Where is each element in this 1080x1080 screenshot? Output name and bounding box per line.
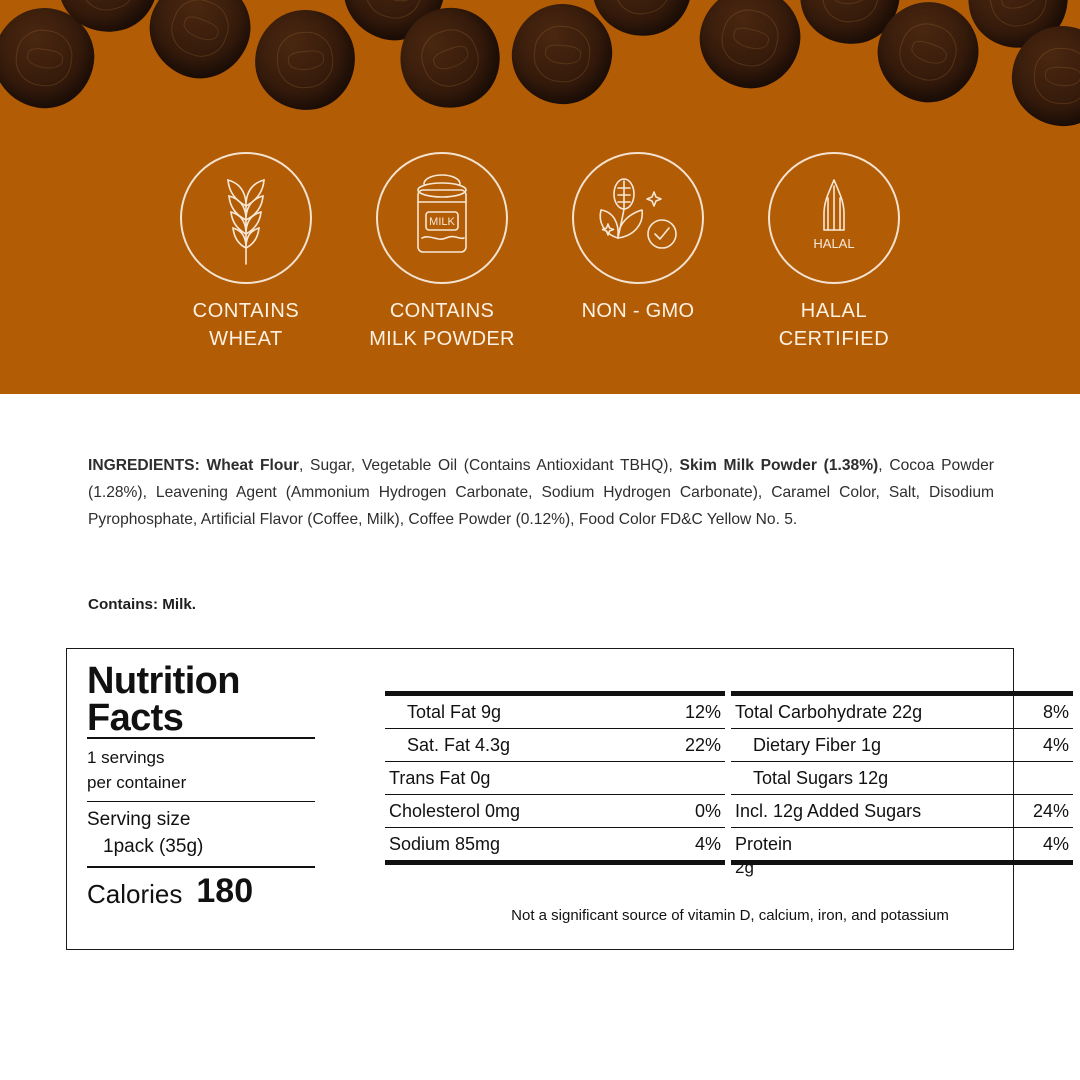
calories-row — [87, 868, 315, 910]
nutrient-row-total-fat — [385, 696, 725, 729]
nutrient-name: Total Sugars 12g — [753, 768, 889, 788]
badge-ring — [768, 152, 900, 284]
nutrient-name: Total Fat 9g — [407, 702, 502, 722]
nutrient-name: Protein — [735, 834, 793, 854]
cookie-icon — [689, 0, 810, 99]
protein-amount: 2g — [735, 858, 754, 877]
servings-per-container — [87, 739, 315, 795]
certification-badges — [0, 152, 1080, 353]
servings-count: 1 servings — [87, 747, 165, 767]
badge-contains-wheat — [148, 152, 344, 353]
servings-per-container-label: per container — [87, 772, 187, 792]
badge-contains-milk-powder — [344, 152, 540, 353]
badge-caption-line1: CONTAINS — [192, 300, 300, 322]
badge-caption-line2: WHEAT — [209, 327, 283, 350]
nutrient-row-protein — [731, 828, 1073, 860]
wheat-icon — [205, 170, 287, 266]
nutrient-dv: 0% — [694, 801, 721, 821]
nutrient-dv: 8% — [1042, 702, 1069, 722]
divider — [385, 860, 725, 865]
nutrient-row-added-sugars — [731, 795, 1073, 828]
serving-size-label: Serving size — [87, 808, 191, 830]
nutrient-row-cholesterol — [385, 795, 725, 828]
badge-caption — [582, 298, 695, 326]
ingredients-body-2: , Cocoa Powder (1.28%), Leavening Agent (Ammonium Hydrogen Carbonate, Sodium Hydrogen Carbonate), Caramel Color, Salt, Disodium Pyrophosphate, Artificial Flavor (Coffee, Milk), Coffee Powder (0.12%), Food Color FD&C Yellow No. 5. — [88, 457, 995, 528]
nutrient-name: Cholesterol 0mg — [389, 801, 521, 821]
cookie-icon — [251, 6, 359, 114]
ingredient-bold-skim-milk-powder: Skim Milk Powder (1.38%) — [679, 457, 879, 474]
nutrient-dv: 22% — [684, 735, 721, 755]
calories-value: 180 — [196, 871, 254, 910]
nutrient-dv: 24% — [1032, 801, 1069, 821]
badge-ring — [376, 152, 508, 284]
nutrient-row-total-sugars — [731, 762, 1073, 795]
nutrient-dv: 4% — [1042, 834, 1069, 854]
nutrition-middle-column — [385, 691, 725, 865]
halal-icon — [794, 172, 874, 264]
cookie-icon — [135, 0, 265, 93]
badge-caption-line1: HALAL — [800, 300, 868, 322]
nutrient-row-sat-fat — [385, 729, 725, 762]
serving-size — [87, 802, 315, 860]
nutrient-name: Dietary Fiber 1g — [753, 735, 882, 755]
nutrient-dv: 4% — [694, 834, 721, 854]
ingredients-body-1: , Sugar, Vegetable Oil (Contains Antioxidant TBHQ), — [299, 457, 680, 474]
nutrient-row-total-carbohydrate — [731, 696, 1073, 729]
badge-caption — [779, 298, 890, 353]
badge-caption — [193, 298, 300, 353]
nutrient-row-sodium — [385, 828, 725, 860]
svg-text:MILK: MILK — [429, 216, 455, 228]
nutrient-name: Sodium 85mg — [389, 834, 501, 854]
badge-caption-line1: NON - GMO — [581, 300, 695, 322]
halal-inner-text: HALAL — [813, 236, 855, 251]
nutrition-facts-panel — [66, 648, 1069, 950]
ingredients-heading: INGREDIENTS: — [88, 457, 200, 474]
badge-caption-line2: MILK POWDER — [369, 327, 515, 350]
badge-caption — [369, 298, 515, 353]
calories-label: Calories — [87, 878, 183, 909]
nutrient-name: Trans Fat 0g — [389, 768, 491, 788]
top-banner — [0, 0, 1080, 394]
nutrition-left-column — [87, 660, 315, 910]
badge-non-gmo — [540, 152, 736, 326]
badge-ring — [572, 152, 704, 284]
nutrition-title-line2: Facts — [87, 696, 184, 739]
nutrient-dv: 12% — [684, 702, 721, 722]
nutrient-dv: 4% — [1042, 735, 1069, 755]
cookie-decoration-row — [0, 0, 1080, 140]
nutrient-name: Incl. 12g Added Sugars — [735, 801, 922, 821]
nutrient-row-trans-fat — [385, 762, 725, 795]
nutrient-name: Total Carbohydrate 22g — [735, 702, 923, 722]
nutrition-footnote: Not a significant source of vitamin D, calcium, iron, and potassium — [511, 907, 949, 924]
nutrient-name: Sat. Fat 4.3g — [407, 735, 511, 755]
contains-allergen-statement: Contains: Milk. — [88, 596, 197, 613]
serving-size-value: 1pack (35g) — [103, 835, 204, 857]
nutrient-row-protein-wrapper — [731, 828, 1073, 877]
divider — [731, 860, 1073, 865]
nutrition-right-column — [731, 691, 1073, 877]
badge-caption-line2: CERTIFIED — [778, 327, 890, 350]
ingredient-bold-wheat-flour: Wheat Flour — [206, 457, 299, 474]
non-gmo-leaf-icon — [588, 172, 688, 264]
ingredients-paragraph — [88, 452, 994, 533]
badge-caption-line1: CONTAINS — [389, 300, 495, 322]
nutrient-row-dietary-fiber — [731, 729, 1073, 762]
nutrition-facts-title — [87, 660, 315, 739]
badge-ring — [180, 152, 312, 284]
badge-halal-certified — [736, 152, 932, 353]
milk-can-icon — [404, 172, 480, 264]
nutrition-title-line1: Nutrition — [87, 660, 240, 702]
cookie-icon — [507, 0, 617, 109]
